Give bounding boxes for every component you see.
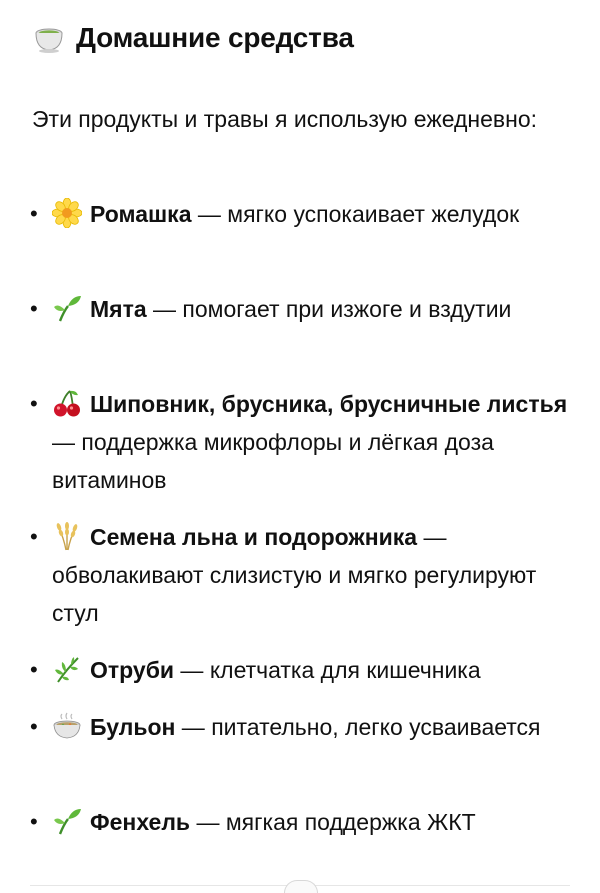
- bullet: •: [30, 201, 38, 226]
- list-item-text: [52, 803, 575, 841]
- item-name: Семена льна и подорожника: [90, 524, 418, 550]
- item-description: — обволакивают слизистую и мягко регулируют стул: [52, 524, 537, 626]
- bullet: •: [30, 809, 38, 834]
- bullet: •: [30, 714, 38, 739]
- list-item: [30, 195, 575, 233]
- item-name: Ромашка: [90, 201, 192, 227]
- item-description: — мягкая поддержка ЖКТ: [190, 809, 476, 835]
- item-description: — питательно, легко усваивается: [175, 714, 541, 740]
- seedling-icon: [52, 293, 82, 323]
- list-item-text: [52, 651, 575, 689]
- item-description: — клетчатка для кишечника: [174, 657, 481, 683]
- item-description: — мягко успокаивает желудок: [191, 201, 520, 227]
- list-item: [30, 651, 575, 689]
- list-item-text: [52, 518, 575, 632]
- item-name: Отруби: [90, 657, 175, 683]
- item-description: — поддержка микрофлоры и лёгкая доза витаминов: [52, 429, 494, 493]
- cherries-icon: [52, 388, 82, 418]
- list-item: [30, 708, 575, 746]
- bullet: •: [30, 524, 38, 549]
- item-name: Бульон: [90, 714, 176, 740]
- seedling-icon: [52, 806, 82, 836]
- item-name: Шиповник, брусника, брусничные листья: [90, 391, 568, 417]
- list-item: [30, 385, 575, 499]
- item-name: Фенхель: [90, 809, 191, 835]
- tea-pot-icon: [32, 21, 66, 55]
- scroll-handle[interactable]: [284, 880, 318, 893]
- daisy-flower-icon: [52, 198, 82, 228]
- item-description: — помогает при изжоге и вздутии: [146, 296, 512, 322]
- page-title: [32, 18, 354, 58]
- list-item: [30, 803, 575, 841]
- intro-text: Эти продукты и травы я использую ежедневно:: [32, 106, 538, 132]
- list-item: [30, 290, 575, 328]
- list-item-text: [52, 385, 575, 499]
- list-item-text: [52, 708, 575, 746]
- bullet: •: [30, 391, 38, 416]
- soup-bowl-icon: [52, 711, 82, 741]
- list-item: [30, 518, 575, 632]
- bullet: •: [30, 657, 38, 682]
- herb-icon: [52, 654, 82, 684]
- bullet: •: [30, 296, 38, 321]
- list-item-text: [52, 290, 575, 328]
- page-title-text: Домашние средства: [76, 22, 354, 53]
- wheat-sheaf-icon: [52, 521, 82, 551]
- item-name: Мята: [90, 296, 147, 322]
- list-item-text: [52, 195, 575, 233]
